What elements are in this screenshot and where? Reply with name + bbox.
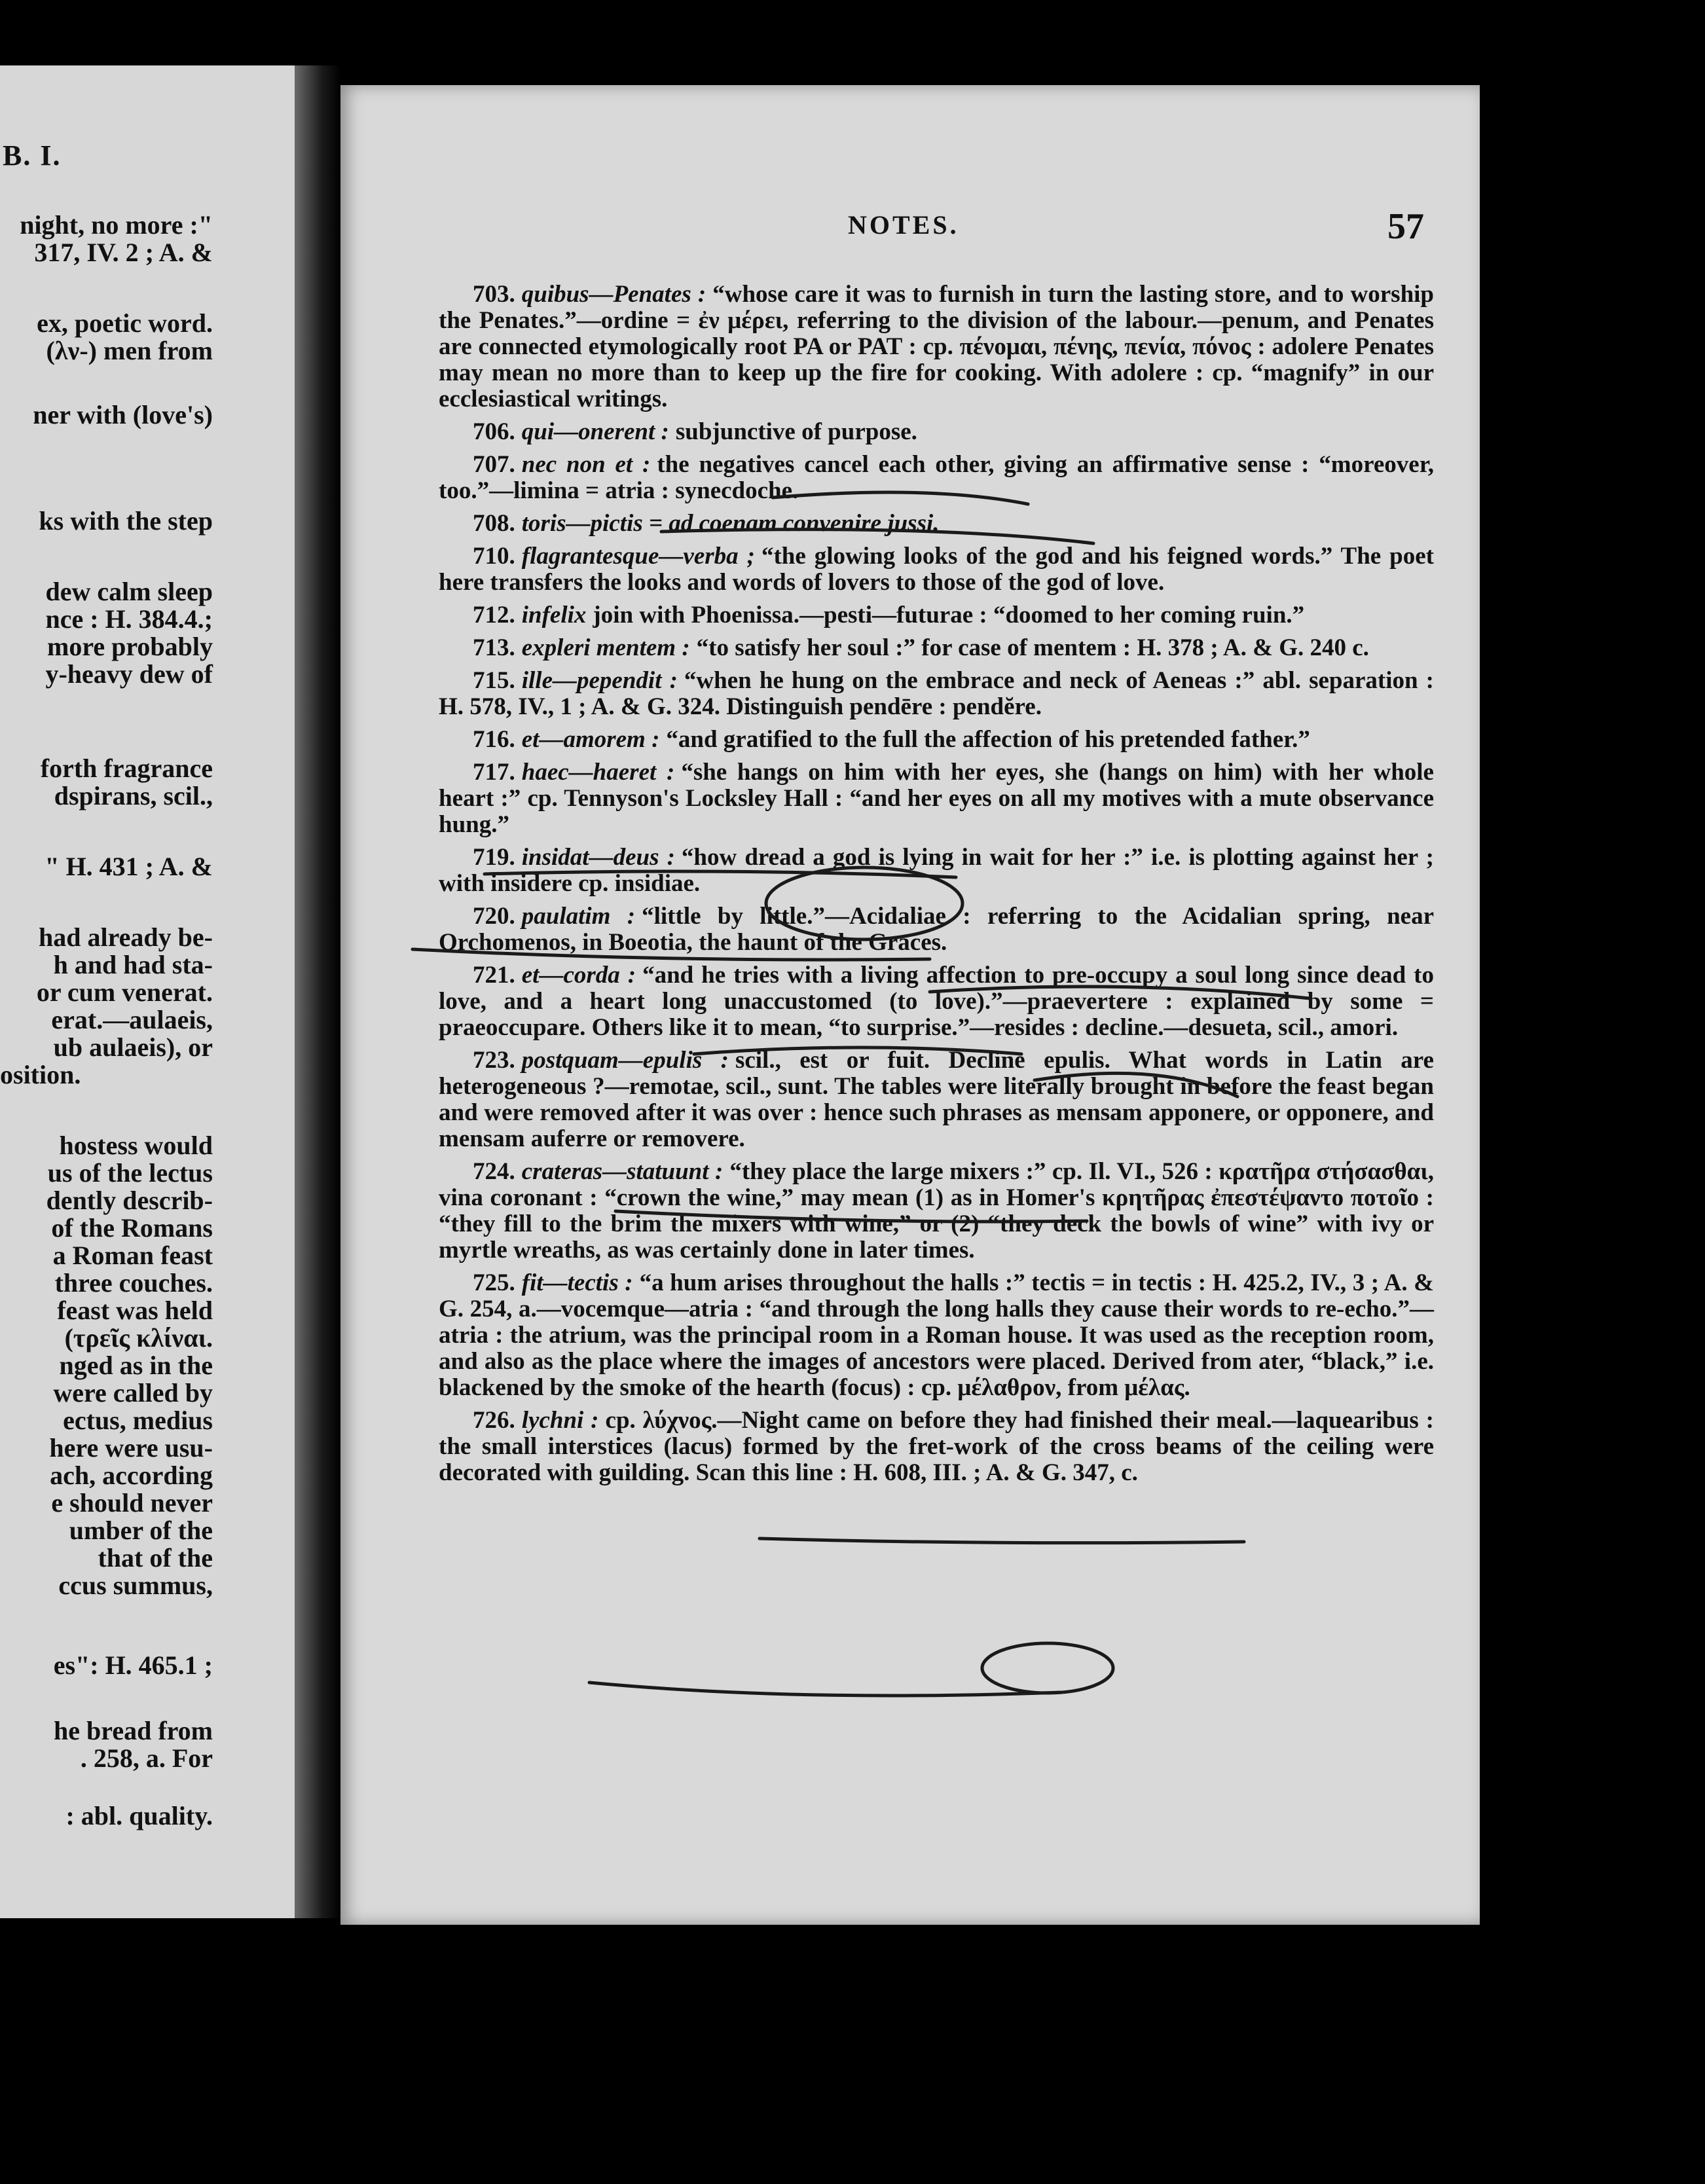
note-number: 725. [473, 1269, 515, 1296]
note-entry [439, 727, 1434, 753]
note-text: “she hangs on him with her eyes, she (hangs on him) with her whole heart :” cp. Tennyson's Locksley Hall : “and her eyes on all my motives with a mute observance hung.” [439, 759, 1434, 838]
note-text: “and he tries with a living affection to pre-occupy a soul long since dead to love, and a heart long unaccustomed (to love).”—praevertere : explained by some = praeoccupare. Others like it to mean, “to surprise.”—resides : decline.—desueta, scil., amori. [439, 962, 1434, 1041]
note-number: 726. [473, 1407, 515, 1434]
book-gutter [295, 65, 340, 1918]
left-page-line: ner with (love's) [33, 400, 213, 429]
right-page [340, 85, 1480, 1925]
note-number: 723. [473, 1047, 515, 1074]
note-entry [439, 845, 1434, 897]
left-page-line: more probably [47, 632, 213, 661]
note-number: 720. [473, 903, 515, 930]
note-text: “when he hung on the embrace and neck of Aeneas :” abl. separation : H. 578, IV., 1 ; A. & G. 324. Distinguish pendēre : pendĕre. [439, 667, 1434, 720]
left-page-header: B. I. [3, 139, 62, 172]
left-page-line: a Roman feast [52, 1241, 213, 1270]
left-page-line: 317, IV. 2 ; A. & [34, 238, 213, 267]
left-page-line: ex, poetic word. [37, 308, 213, 338]
note-number: 713. [473, 634, 515, 661]
note-text: cp. λύχνος.—Night came on before they had finished their meal.—laquearibus : the small interstices (lacus) formed by the fret-work of the cross beams of the ceiling were decorated with guilding. Scan this line : H. 608, III. ; A. & G. 347, c. [439, 1407, 1434, 1486]
left-page-line: dently describ- [46, 1186, 213, 1215]
note-text: scil., est or fuit. Decline epulis. What words in Latin are heterogeneous ?—remotae, scil., sunt. The tables were literally brought in before the feast began and were removed after it was over : hence such phrases as mensam apponere, or opponere, and mensam auferre or removere. [439, 1047, 1434, 1152]
note-entry [439, 452, 1434, 504]
note-number: 706. [473, 418, 515, 445]
note-lemma: et—amorem : [521, 726, 660, 753]
note-number: 716. [473, 726, 515, 753]
note-lemma: paulatim : [521, 903, 636, 930]
note-entry [439, 543, 1434, 596]
note-number: 715. [473, 667, 515, 694]
note-entry [439, 1270, 1434, 1401]
note-lemma: postquam—epulis : [521, 1047, 729, 1074]
note-text: “and gratified to the full the affection of his pretended father.” [666, 726, 1310, 753]
left-page-line: e should never [51, 1488, 213, 1518]
note-lemma: expleri mentem : [521, 634, 690, 661]
note-entry [439, 1408, 1434, 1486]
left-page-line: night, no more :" [20, 210, 213, 240]
left-page-line: ks with the step [39, 506, 213, 536]
left-page-line: ach, according [50, 1461, 213, 1490]
left-page-line: that of the [98, 1543, 213, 1573]
left-page-line: feast was held [57, 1296, 213, 1325]
note-lemma: fit—tectis : [521, 1269, 633, 1296]
left-page-line: or cum venerat. [36, 977, 213, 1007]
note-entry [439, 903, 1434, 956]
note-entry [439, 419, 1434, 445]
left-page-line: he bread from [54, 1716, 213, 1745]
left-page-line: . 258, a. For [80, 1743, 213, 1773]
notes-column [439, 282, 1434, 1899]
note-number: 717. [473, 759, 515, 786]
note-text: “whose care it was to furnish in turn the lasting store, and to worship the Penates.”—ordine = ἐν μέρει, referring to the division of the labour.—penum, and Penates are connected etymologically root PA or PAT : cp. πένομαι, πένης, πενία, πόνος : adolere Penates may mean no more than to keep up the fire for cooking. With adolere : cp. “magnify” in our ecclesiastical writings. [439, 281, 1434, 412]
note-entry [439, 1159, 1434, 1264]
left-page-fragment [0, 65, 295, 1918]
note-entry [439, 511, 1434, 537]
note-entry [439, 282, 1434, 412]
page-number: 57 [1387, 206, 1424, 247]
left-page-line: umber of the [69, 1516, 213, 1545]
running-title: NOTES. [848, 210, 959, 240]
left-page-line: dspirans, scil., [54, 781, 213, 810]
left-page-line: (λν-) men from [46, 336, 213, 365]
note-lemma: nec non et : [521, 451, 651, 478]
note-entry [439, 602, 1434, 628]
note-lemma: insidat—deus : [521, 844, 675, 871]
left-page-line: (τρεῖς κλίναι. [64, 1323, 213, 1353]
left-page-line: nce : H. 384.4.; [45, 604, 213, 634]
left-page-line: es": H. 465.1 ; [53, 1650, 213, 1680]
note-entry [439, 962, 1434, 1041]
note-number: 710. [473, 543, 515, 570]
note-lemma: lychni : [521, 1407, 599, 1434]
note-number: 703. [473, 281, 515, 308]
left-page-line: h and had sta- [53, 950, 213, 979]
left-page-line: erat.—aulaeis, [51, 1005, 213, 1034]
note-text: “a hum arises throughout the halls :” tectis = in tectis : H. 425.2, IV., 3 ; A. & G. 254, a.—vocemque—atria : “and through the long halls they cause their words to re-echo.”—atria : the atrium, was the principal room in a Roman house. It was used as the reception room, and also as the place where the images of ancestors were placed. Derived from ater, “black,” i.e. blackened by the smoke of the hearth (focus) : cp. μέλαθρον, from μέλας. [439, 1269, 1434, 1401]
note-lemma: crateras—statuunt : [521, 1158, 724, 1185]
left-page-line: had already be- [39, 922, 213, 952]
note-text: “to satisfy her soul :” for case of mentem : H. 378 ; A. & G. 240 c. [696, 634, 1369, 661]
left-page-line: here were usu- [49, 1433, 213, 1463]
left-page-line: osition. [0, 1060, 81, 1089]
note-text: “little by little.”—Acidaliae : referring to the Acidalian spring, near Orchomenos, in Boeotia, the haunt of the Graces. [439, 903, 1434, 956]
note-text: “how dread a god is lying in wait for her :” i.e. is plotting against her ; with insidere cp. insidiae. [439, 844, 1434, 897]
left-page-line: hostess would [59, 1131, 213, 1160]
note-text: join with Phoenissa.—pesti—futurae : “doomed to her coming ruin.” [593, 602, 1305, 628]
left-page-line: were called by [53, 1378, 213, 1408]
note-text: “the glowing looks of the god and his feigned words.” The poet here transfers the looks and words of lovers to those of the god of love. [439, 543, 1434, 596]
left-page-line: nged as in the [59, 1351, 213, 1380]
note-number: 708. [473, 510, 515, 537]
note-lemma: flagrantesque—verba ; [521, 543, 755, 570]
note-lemma: qui—onerent : [521, 418, 669, 445]
left-page-line: forth fragrance [40, 754, 213, 783]
note-entry [439, 759, 1434, 838]
note-lemma: haec—haeret : [521, 759, 675, 786]
note-text: “they place the large mixers :” cp. Il. VI., 526 : κρατῆρα στήσασθαι, vina coronant : “crown the wine,” may mean (1) as in Homer's κρητῆρας ἐπεστέψαντο ποτοῖο : “they fill to the brim the mixers with wine,” or (2) “they deck the bowls of wine” with ivy or myrtle wreaths, as was certainly done in later times. [439, 1158, 1435, 1264]
note-number: 719. [473, 844, 515, 871]
left-page-line: : abl. quality. [65, 1801, 213, 1830]
left-page-line: y-heavy dew of [45, 659, 213, 689]
left-page-line: ectus, medius [63, 1406, 213, 1435]
note-text: subjunctive of purpose. [675, 418, 917, 445]
note-number: 712. [473, 602, 515, 628]
left-page-lines [0, 65, 295, 1918]
note-lemma: ille—pependit : [521, 667, 678, 694]
left-page-line: of the Romans [51, 1213, 213, 1243]
note-number: 721. [473, 962, 515, 989]
note-number: 707. [473, 451, 515, 478]
left-page-line: dew calm sleep [45, 577, 213, 606]
note-lemma: quibus—Penates : [521, 281, 706, 308]
note-lemma: et—corda : [521, 962, 636, 989]
left-page-line: " H. 431 ; A. & [45, 852, 213, 881]
page-header [340, 206, 1480, 249]
note-text: the negatives cancel each other, giving an affirmative sense : “moreover, too.”—limina = atria : synecdoche. [439, 451, 1435, 504]
note-number: 724. [473, 1158, 515, 1185]
left-page-line: ub aulaeis), or [53, 1032, 213, 1062]
note-entry [439, 668, 1434, 720]
note-entry [439, 1047, 1434, 1152]
left-page-line: ccus summus, [58, 1571, 213, 1600]
note-entry [439, 635, 1434, 661]
left-page-line: three couches. [54, 1268, 213, 1298]
note-lemma: toris—pictis = ad coenam convenire jussi. [521, 510, 940, 537]
left-page-line: us of the lectus [47, 1158, 213, 1188]
note-lemma: infelix [521, 602, 587, 628]
